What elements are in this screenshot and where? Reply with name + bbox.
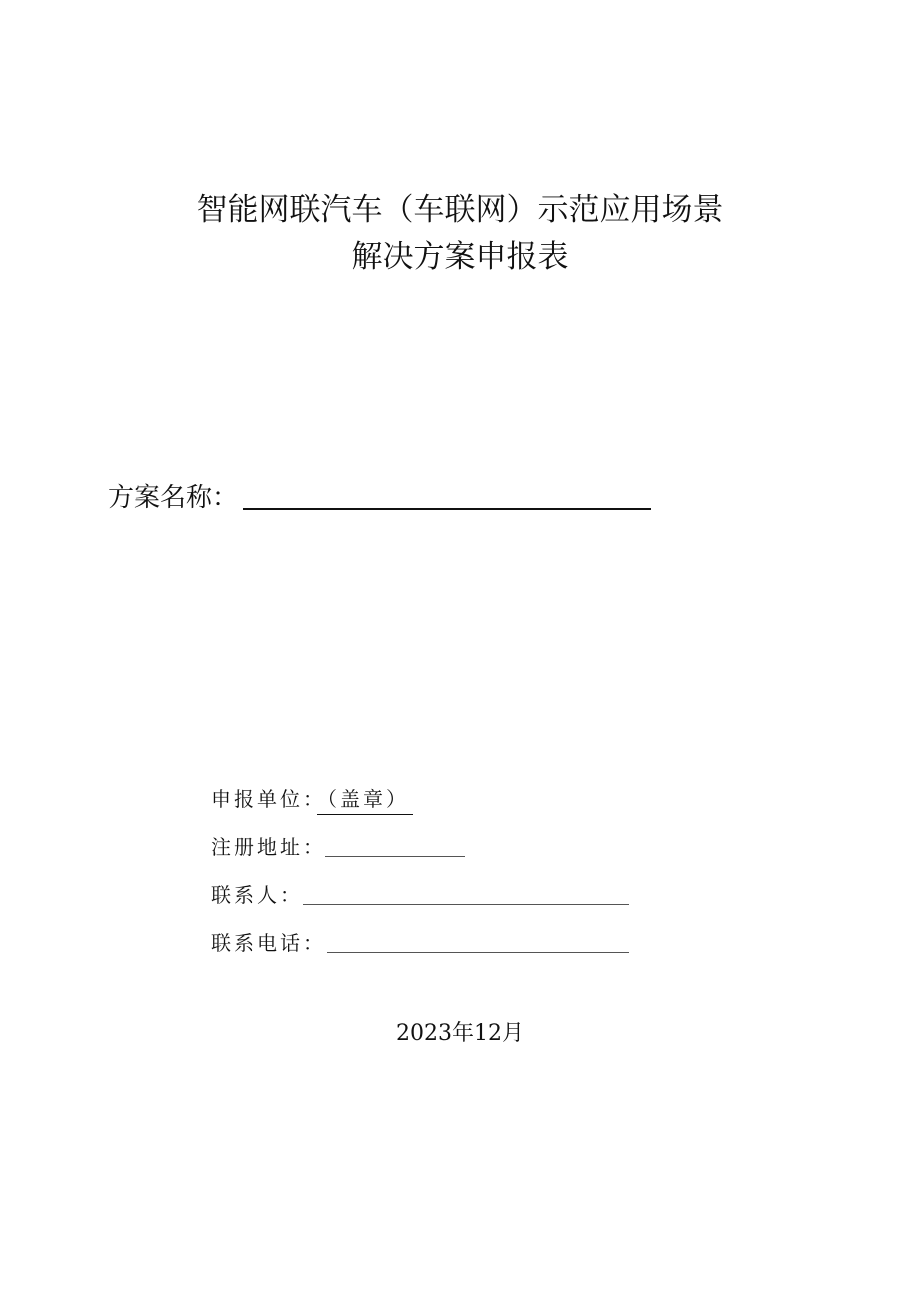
contact-person-label: 联系人： [211, 883, 303, 907]
scheme-name-blank-line[interactable] [243, 508, 651, 510]
registered-address-label: 注册地址： [211, 835, 326, 859]
contact-phone-label: 联系电话： [211, 931, 326, 955]
applicant-unit-label: 申报单位： [211, 787, 326, 811]
applicant-unit-stamp-note: （盖章） [317, 784, 413, 815]
contact-phone-blank-line[interactable] [327, 952, 629, 953]
document-title-line-2: 解决方案申报表 [351, 239, 569, 275]
scheme-name-label: 方案名称： [108, 483, 239, 513]
document-title-line-1: 智能网联汽车（车联网）示范应用场景 [196, 192, 724, 228]
registered-address-blank-line[interactable] [325, 856, 465, 857]
contact-person-blank-line[interactable] [303, 904, 629, 905]
document-date: 2023年12月 [396, 1021, 524, 1046]
